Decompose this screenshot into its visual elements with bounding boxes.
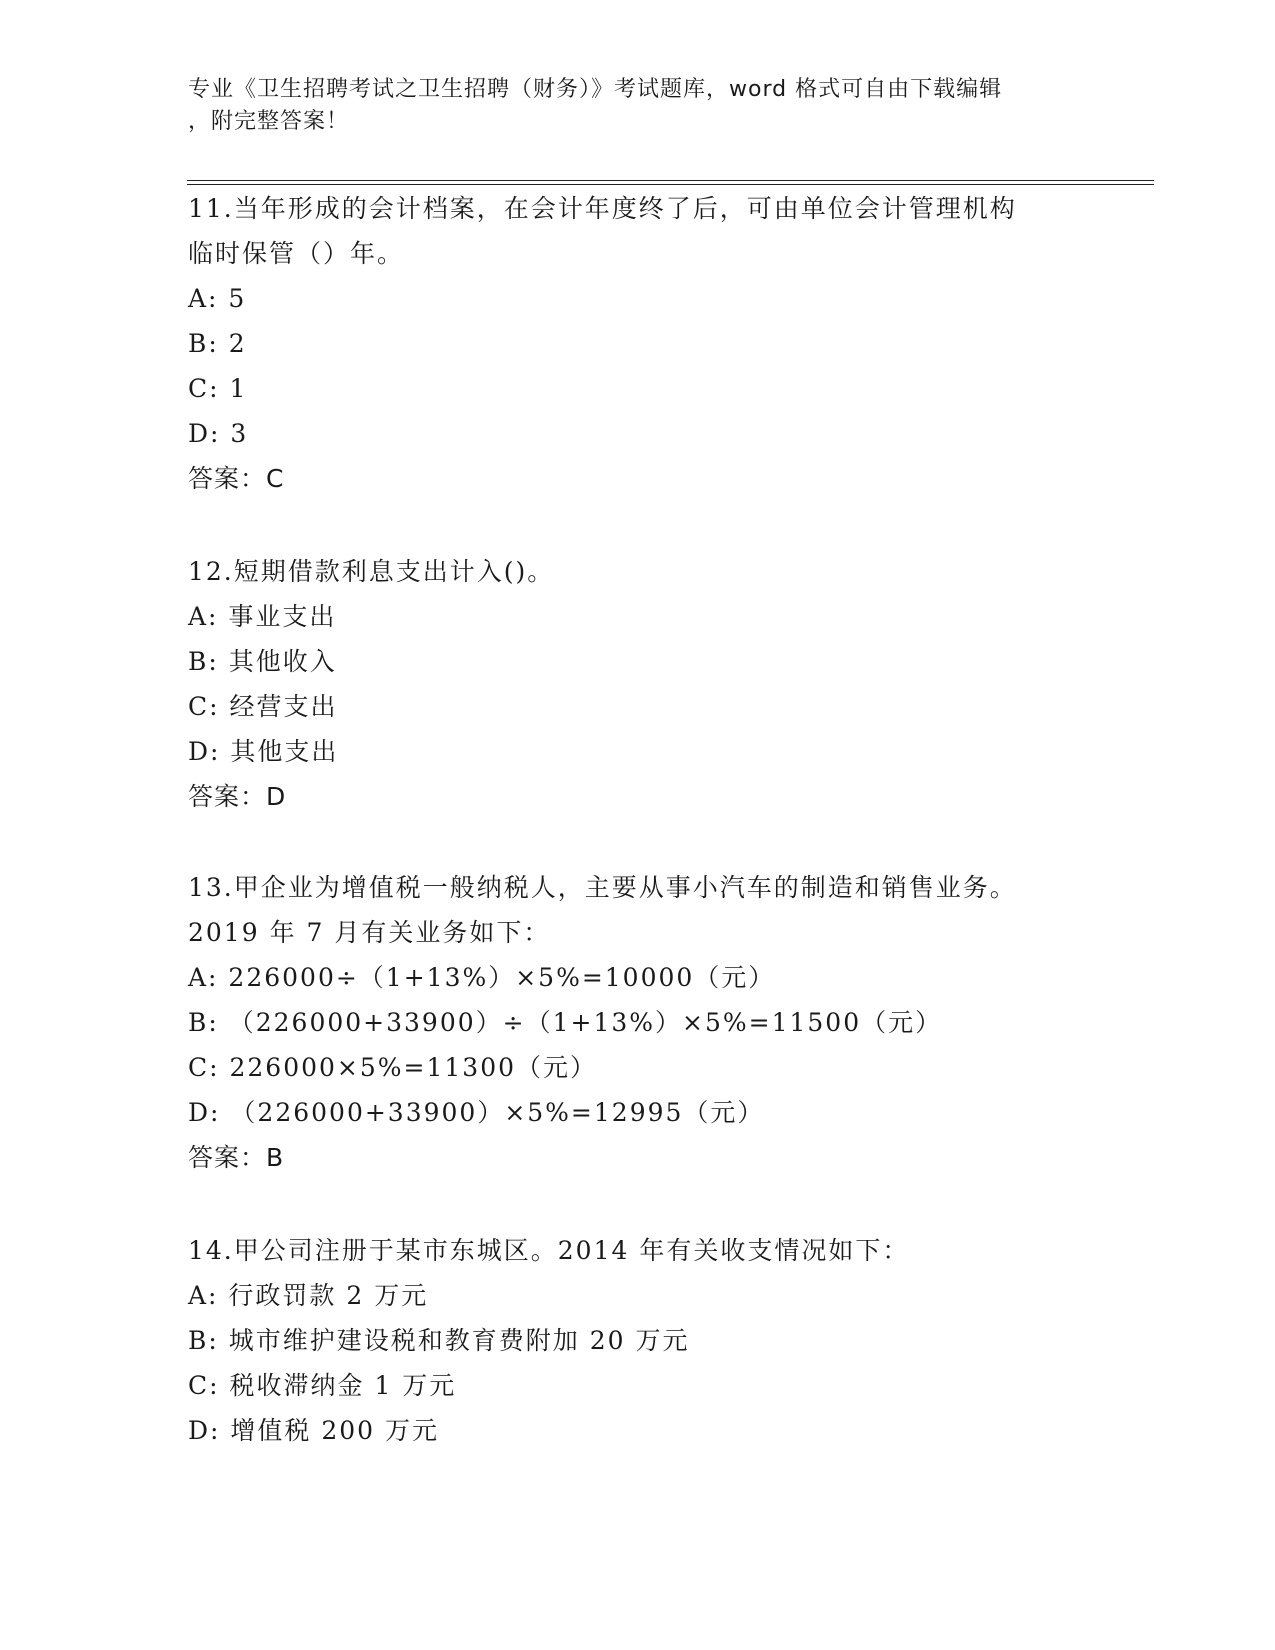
option-b: B: 2 xyxy=(188,329,247,358)
header-divider-bottom xyxy=(187,184,1154,185)
option-c: C: 226000×5%=11300（元） xyxy=(188,1053,598,1082)
question-stem: 11.当年形成的会计档案，在会计年度终了后，可由单位会计管理机构 xyxy=(188,194,1017,223)
question-stem: 临时保管（）年。 xyxy=(188,239,405,268)
question-stem: 13.甲企业为增值税一般纳税人，主要从事小汽车的制造和销售业务。 xyxy=(188,873,1017,902)
option-d: D: 3 xyxy=(188,419,249,448)
header-line-1: 专业《卫生招聘考试之卫生招聘（财务）》考试题库，word 格式可自由下载编辑 xyxy=(188,77,1003,102)
option-c: C: 1 xyxy=(188,374,248,403)
answer: 答案：C xyxy=(188,464,285,493)
question-13 xyxy=(188,865,1017,1180)
header-divider-top xyxy=(187,180,1154,181)
question-12 xyxy=(188,549,554,819)
question-11 xyxy=(188,186,1017,501)
question-stem: 12.短期借款利息支出计入()。 xyxy=(188,557,555,586)
header-line-2: ，附完整答案！ xyxy=(188,109,350,134)
option-c: C: 经营支出 xyxy=(188,692,338,721)
option-b: B: （226000+33900）÷（1+13%）×5%=11500（元） xyxy=(188,1008,943,1037)
option-d: D: （226000+33900）×5%=12995（元） xyxy=(188,1098,765,1127)
option-a: A: 5 xyxy=(188,284,247,313)
option-b: B: 城市维护建设税和教育费附加 20 万元 xyxy=(188,1326,690,1355)
question-stem: 14.甲公司注册于某市东城区。2014 年有关收支情况如下： xyxy=(188,1236,910,1265)
option-b: B: 其他收入 xyxy=(188,647,337,676)
answer: 答案：D xyxy=(188,782,287,811)
question-stem: 2019 年 7 月有关业务如下： xyxy=(188,918,551,947)
option-d: D: 其他支出 xyxy=(188,737,339,766)
option-d: D: 增值税 200 万元 xyxy=(188,1416,440,1445)
option-c: C: 税收滞纳金 1 万元 xyxy=(188,1371,457,1400)
option-a: A: 行政罚款 2 万元 xyxy=(188,1281,429,1310)
document-header xyxy=(188,74,1068,138)
option-a: A: 事业支出 xyxy=(188,602,337,631)
question-14 xyxy=(188,1228,909,1453)
answer: 答案：B xyxy=(188,1143,285,1172)
option-a: A: 226000÷（1+13%）×5%=10000（元） xyxy=(188,963,776,992)
